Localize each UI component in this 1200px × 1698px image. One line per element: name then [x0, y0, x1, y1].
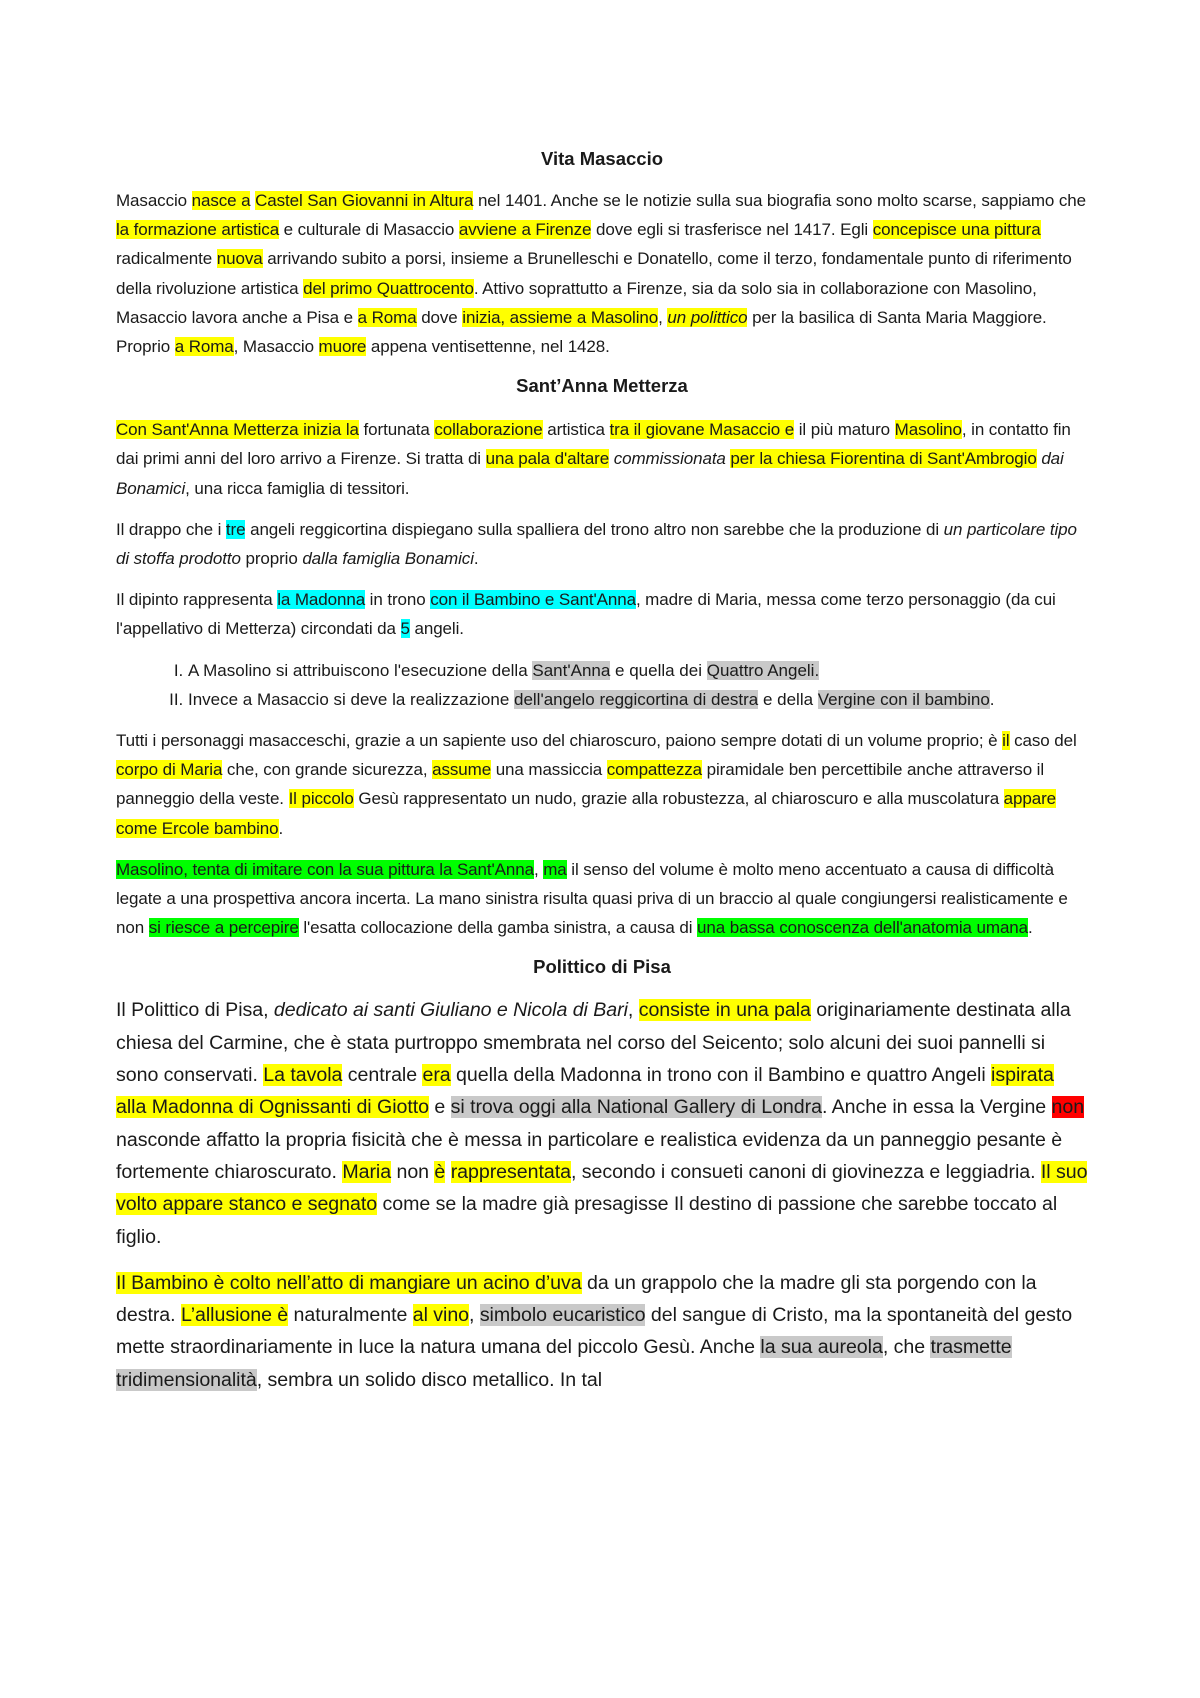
highlighted-text: nuova [216, 249, 263, 269]
highlighted-text: Il piccolo [288, 789, 354, 809]
heading-polittico-di-pisa: Polittico di Pisa [533, 956, 671, 978]
highlighted-text: trasmette tridimensionalità [116, 1336, 1012, 1391]
highlighted-text: appare come Ercole bambino [116, 789, 1057, 838]
highlighted-text: dell'angelo reggicortina di destra [514, 689, 759, 709]
highlighted-text: ma [543, 859, 567, 879]
highlighted-text: Quattro Angeli. [706, 660, 820, 680]
highlighted-text: corpo di Maria [116, 760, 223, 780]
highlighted-text: era [422, 1064, 451, 1087]
highlighted-text: simbolo eucaristico [479, 1304, 646, 1327]
highlighted-text: Masolino, tenta di imitare con la sua pittura la Sant'Anna [116, 859, 534, 879]
highlighted-text: compattezza [606, 760, 703, 780]
paragraph-dipinto: Il dipinto rappresenta la Madonna in trono con il Bambino e Sant'Anna, madre di Maria, messa come terzo personaggio (da cui l'appellativo di Metterza) circondati da 5 angeli. [116, 590, 1056, 639]
highlighted-text: La tavola [263, 1064, 343, 1087]
highlighted-text: al vino [412, 1304, 470, 1327]
highlighted-text: la sua aureola [760, 1336, 883, 1359]
highlighted-text: Masolino [894, 420, 962, 440]
highlighted-text: muore [318, 337, 367, 357]
paragraph-drappo: Il drappo che i tre angeli reggicortina dispiegano sulla spalliera del trono altro non sarebbe che la produzione di un particolare tipo di stoffa prodotto proprio dalla famiglia Bonamici. [116, 519, 1077, 569]
highlighted-text: tre [225, 519, 246, 539]
highlighted-text: collaborazione [434, 420, 543, 440]
highlighted-text: a Roma [357, 307, 417, 327]
highlighted-text: la formazione artistica [116, 220, 280, 240]
highlighted-text: Il Bambino è colto nell’atto di mangiare un acino d’uva [116, 1271, 582, 1294]
highlighted-text: Castel San Giovanni in Altura [255, 191, 474, 210]
highlighted-text: una bassa conoscenza dell'anatomia umana [697, 918, 1029, 938]
highlighted-text: per la chiesa Fiorentina di Sant'Ambrogio [730, 449, 1037, 469]
italic-text: commissionata [613, 449, 726, 469]
highlighted-text: consiste in una pala [638, 999, 811, 1022]
italic-text: dai Bonamici [116, 449, 1064, 498]
highlighted-text: ispirata alla Madonna di Ognissanti di Giotto [116, 1064, 1054, 1119]
highlighted-text: tra il giovane Masaccio e [609, 420, 795, 440]
paragraph-bambino: Il Bambino è colto nell’atto di mangiare un acino d’uva da un grappolo che la madre gli sta porgendo con la destra. L’allusione è naturalmente al vino, simbolo eucaristico del sangue di Cristo, ma la spontaneità del gesto mette straordinariamente in luce la natura umana del piccolo Gesù. Anche la sua aureola, che trasmette tridimensionalità, sembra un solido disco metallico. In tal [116, 1271, 1073, 1391]
paragraph-personaggi: Tutti i personaggi masacceschi, grazie a un sapiente uso del chiaroscuro, paiono sempre dotati di un volume proprio; è il caso del corpo di Maria che, con grande sicurezza, assume una massiccia compattezza piramidale ben percettibile anche attraverso il panneggio della veste. Il piccolo Gesù rappresentato un nudo, grazie alla robustezza, al chiaroscuro e alla muscolatura appare come Ercole bambino. [116, 731, 1077, 838]
highlighted-text: Con Sant'Anna Metterza inizia la [116, 420, 359, 440]
highlighted-text: nasce a [191, 191, 251, 210]
section-polittico-di-pisa [116, 954, 1088, 1396]
italic-text: dedicato ai santi Giuliano e Nicola di Bari [273, 999, 628, 1022]
highlighted-text: Sant'Anna [532, 660, 611, 680]
highlighted-text: rappresentata [450, 1160, 571, 1183]
highlighted-text: il [1002, 731, 1010, 751]
highlighted-text: concepisce una pittura [872, 220, 1041, 240]
list-item-masolino: I. A Masolino si attribuiscono l'esecuzione della Sant'Anna e quella dei Quattro Angeli. [188, 656, 1088, 685]
highlighted-text: Maria [342, 1160, 392, 1183]
highlighted-text: Vergine con il bambino [817, 689, 990, 709]
heading-sant-anna-metterza: Sant’Anna Metterza [516, 375, 688, 397]
highlighted-text: un polittico [667, 307, 748, 327]
section-vita-masaccio [116, 146, 1088, 361]
highlighted-text: una pala d'altare [485, 449, 610, 469]
highlighted-text: si riesce a percepire [148, 918, 299, 938]
italic-text: un particolare tipo di stoffa prodotto [116, 519, 1077, 569]
paragraph-masolino: Masolino, tenta di imitare con la sua pittura la Sant'Anna, ma il senso del volume è molto meno accentuato a causa di difficoltà legate a una prospettiva ancora incerta. La mano sinistra risulta quasi priva di un braccio al quale congiungersi realisticamente e non si riesce a percepire l'esatta collocazione della gamba sinistra, a causa di una bassa conoscenza dell'anatomia umana. [116, 859, 1068, 938]
list-item-masaccio: II. Invece a Masaccio si deve la realizzazione dell'angelo reggicortina di destra e della Vergine con il bambino. [188, 685, 1088, 714]
highlighted-text: 5 [400, 619, 410, 639]
italic-text: dalla famiglia Bonamici [302, 549, 474, 569]
highlighted-text: non [1051, 1096, 1085, 1119]
highlighted-text: si trova oggi alla National Gallery di Londra [450, 1096, 822, 1119]
heading-vita-masaccio: Vita Masaccio [540, 148, 664, 169]
highlighted-text: la Madonna [277, 590, 366, 610]
highlighted-text: assume [432, 760, 492, 780]
highlighted-text: del primo Quattrocento [303, 278, 474, 298]
highlighted-text: inizia, assieme a Masolino [462, 307, 659, 327]
paragraph-biography: Masaccio nasce a Castel San Giovanni in Altura nel 1401. Anche se le notizie sulla sua biografia sono molto scarse, sappiamo che la formazione artistica e culturale di Masaccio avviene a Firenze dove egli si trasferisce nel 1417. Egli concepisce una pittura radicalmente nuova arrivando subito a porsi, insieme a Brunelleschi e Donatello, come il terzo, fondamentale punto di riferimento della rivoluzione artistica del primo Quattrocento. Attivo soprattutto a Firenze, sia da solo sia in collaborazione con Masolino, Masaccio lavora anche a Pisa e a Roma dove inizia, assieme a Masolino, un polittico per la basilica di Santa Maria Maggiore. Proprio a Roma, Masaccio muore appena ventisettenne, nel 1428. [116, 191, 1087, 357]
highlighted-text: a Roma [174, 337, 234, 357]
highlighted-text: L’allusione è [180, 1304, 289, 1327]
attribution-list [116, 656, 1088, 714]
paragraph-collaborazione: Con Sant'Anna Metterza inizia la fortunata collaborazione artistica tra il giovane Masaccio e il più maturo Masolino, in contatto fin dai primi anni del loro arrivo a Firenze. Si tratta di una pala d'altare commissionata per la chiesa Fiorentina di Sant'Ambrogio dai Bonamici, una ricca famiglia di tessitori. [116, 420, 1071, 498]
highlighted-text: è [434, 1160, 446, 1183]
highlighted-text: con il Bambino e Sant'Anna [430, 590, 636, 610]
section-sant-anna-metterza [116, 373, 1088, 942]
paragraph-polittico: Il Polittico di Pisa, dedicato ai santi Giuliano e Nicola di Bari, consiste in una pala originariamente destinata alla chiesa del Carmine, che è stata purtroppo smembrata nel corso del Seicento; solo alcuni dei suoi pannelli si sono conservati. La tavola centrale era quella della Madonna in trono con il Bambino e quattro Angeli ispirata alla Madonna di Ognissanti di Giotto e si trova oggi alla National Gallery di Londra. Anche in essa la Vergine non nasconde affatto la propria fisicità che è messa in particolare e realistica evidenza da un panneggio pesante è fortemente chiaroscurato. Maria non è rappresentata, secondo i consueti canoni di giovinezza e leggiadria. Il suo volto appare stanco e segnato come se la madre già presagisse Il destino di passione che sarebbe toccato al figlio. [116, 999, 1088, 1248]
highlighted-text: Il suo volto appare stanco e segnato [116, 1160, 1088, 1216]
highlighted-text: avviene a Firenze [458, 220, 592, 240]
